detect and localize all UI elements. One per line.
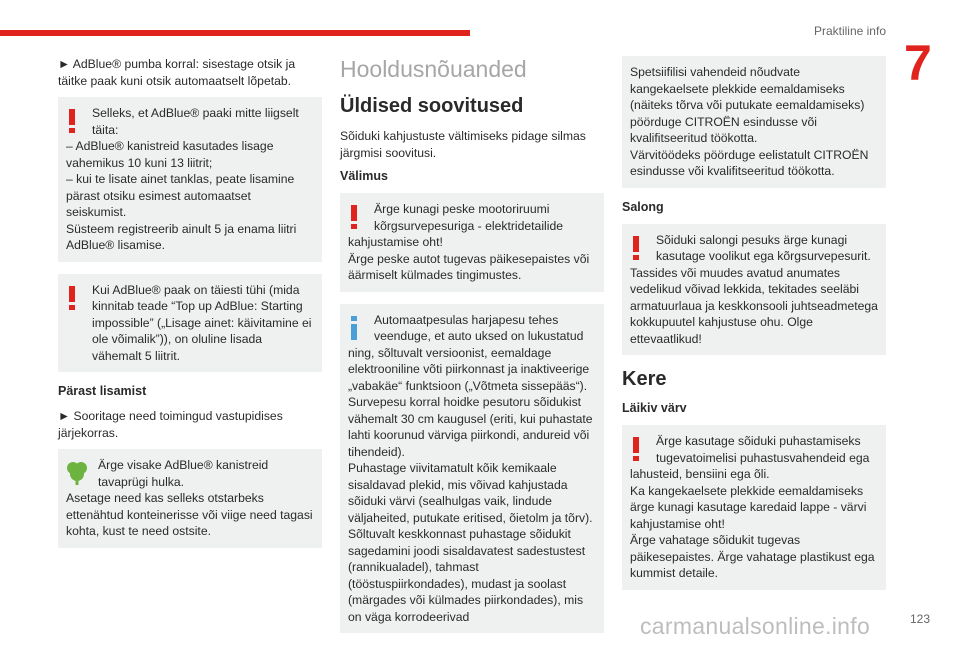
note-box-stains bbox=[622, 56, 886, 188]
info-icon bbox=[350, 316, 358, 340]
info-text-rest: ning, sõltuvalt versioonist, eemaldage elektrooniline võti piirkonnast ja inaktiveerige „vabakäe“ funktsioon („Võtmeta sissepääs“). Survepesu korral hoidke pesutoru sõidukist vähemalt 30 cm kaugusel (eriti, kui puhastate lahti koorunud värviga piirkondi, andureid või tihendeid). Puhastage viivitamatult kõik kemikaale sisaldavad plekid, mis võivad kahjustada sõiduki värvi (sealhulgas vaik, lindude väljaheited, putukate eritised, õietolm ja tõrv). Sõltuvalt keskkonnast puhastage sõidukit sagedamini joodi sisaldavatest sadestustest (rannikualadel), tahmast (tööstuspiirkondades), mudast ja soolast (märgades või külmades piirkondades), mis on väga korrodeerivad bbox=[348, 345, 593, 624]
warning-box-paint bbox=[622, 425, 886, 590]
warning-text: Kui AdBlue® paak on täiesti tühi (mida kinnitab teade “Top up AdBlue: Starting impossible” („Lisage ainet: käivitamine ei ole võimalik”)), on oluline lisada vähemalt 5 liitrit. bbox=[92, 282, 312, 363]
warning-box-overfill bbox=[58, 97, 322, 262]
eco-box-disposal bbox=[58, 449, 322, 548]
heading-glossy-paint: Läikiv värv bbox=[622, 401, 687, 415]
warning-exclamation-icon bbox=[68, 286, 76, 310]
warning-exclamation-icon bbox=[68, 109, 76, 133]
heading-general-advice: Üldised soovitused bbox=[340, 95, 524, 117]
note-text: Spetsiifilisi vahendeid nõudvate kangekaelsete plekkide eemaldamiseks (näiteks tõrva või putukate eemaldamiseks) pöörduge CITROËN esindusse või kvalifitseeritud töökotta. Värvitöödeks pöörduge eelistatult CITROËN esindusse või kvalifitseeritud töökotta. bbox=[630, 65, 869, 178]
info-text-first: Automaatpesulas harjapesu tehes veenduge, et auto uksed on lukustatud bbox=[374, 312, 584, 343]
info-box-carwash bbox=[340, 304, 604, 634]
adblue-pump-instruction: ► AdBlue® pumba korral: sisestage otsik ja täitke paak kuni otsik automaatselt lõpetab. bbox=[58, 57, 296, 88]
general-advice-text: Sõiduki kahjustuste vältimiseks pidage silmas järgmisi soovitusi. bbox=[340, 129, 586, 160]
warning-text-first: Ärge kunagi peske mootoriruumi kõrgsurvepesuriga - elektridetailide bbox=[374, 202, 564, 233]
eco-text-rest: Asetage need kas selleks otstarbeks ettenähtud konteinerisse või viige need tagasi kohta, kust te need ostsite. bbox=[66, 491, 313, 538]
warning-text-rest: kahjustamise oht! Ärge peske autot tugevas päikesepaistes või äärmiselt külmades tingimustes. bbox=[348, 235, 590, 282]
warning-box-engine-wash bbox=[340, 193, 604, 292]
warning-box-empty-tank bbox=[58, 274, 322, 373]
warning-exclamation-icon bbox=[350, 205, 358, 229]
page-number: 123 bbox=[909, 612, 930, 626]
warning-box-interior bbox=[622, 224, 886, 356]
warning-exclamation-icon bbox=[632, 437, 640, 461]
warning-text-rest: – AdBlue® kanistreid kasutades lisage vahemikus 10 kuni 13 liitrit; – kui te lisate ainet tanklas, peate lisamine pärast otsiku esimest automaatset seiskumist. Süsteem registreerib ainult 5 ja enama liitri AdBlue® lisamise. bbox=[66, 139, 297, 252]
column-middle bbox=[340, 56, 604, 645]
heading-exterior: Välimus bbox=[340, 169, 388, 183]
heading-after-refill: Pärast lisamist bbox=[58, 384, 147, 398]
warning-text-first: Ärge kasutage sõiduki puhastamiseks tugevatoimelisi puhastusvahendeid ega bbox=[656, 434, 870, 465]
warning-text-first: Selleks, et AdBlue® paaki mitte liigselt täita: bbox=[92, 106, 299, 137]
heading-interior: Salong bbox=[622, 199, 664, 214]
column-left bbox=[58, 56, 322, 560]
heading-body: Kere bbox=[622, 368, 667, 390]
warning-text-rest: Tassides või muudes avatud anumates vedelikud võivad lekkida, tekitades seeläbi armatuurlaua ja keskkonsooli juhtseadmetega kokkupuutel kahjustuse ohu. Olge ettevaatlikud! bbox=[630, 265, 878, 346]
warning-exclamation-icon bbox=[632, 236, 640, 260]
leaf-eco-icon bbox=[64, 459, 90, 485]
section-title: Praktiline info bbox=[813, 24, 886, 38]
column-right bbox=[622, 56, 886, 602]
eco-text-first: Ärge visake AdBlue® kanistreid tavaprügi hulka. bbox=[98, 458, 269, 489]
chapter-heading: Hooldusnõuanded bbox=[340, 56, 527, 82]
reverse-order-step: ► Sooritage need toimingud vastupidises järjekorras. bbox=[58, 409, 283, 440]
warning-text-first: Sõiduki salongi pesuks ärge kunagi kasutage voolikut ega kõrgsurvepesurit. bbox=[656, 232, 871, 263]
watermark-text: carmanualsonline.info bbox=[640, 613, 871, 639]
chapter-number: 7 bbox=[904, 35, 932, 91]
warning-text-rest: lahusteid, bensiini ega õli. Ka kangekaelsete plekkide eemaldamiseks ärge kunagi kasutage karedaid lappe - värvi kahjustamise oht! Ärge vahatage sõidukit tugevas päikesepaistes. Ärge vahatage plastikust ega kummist detaile. bbox=[630, 467, 875, 580]
header-accent-bar bbox=[0, 30, 470, 36]
